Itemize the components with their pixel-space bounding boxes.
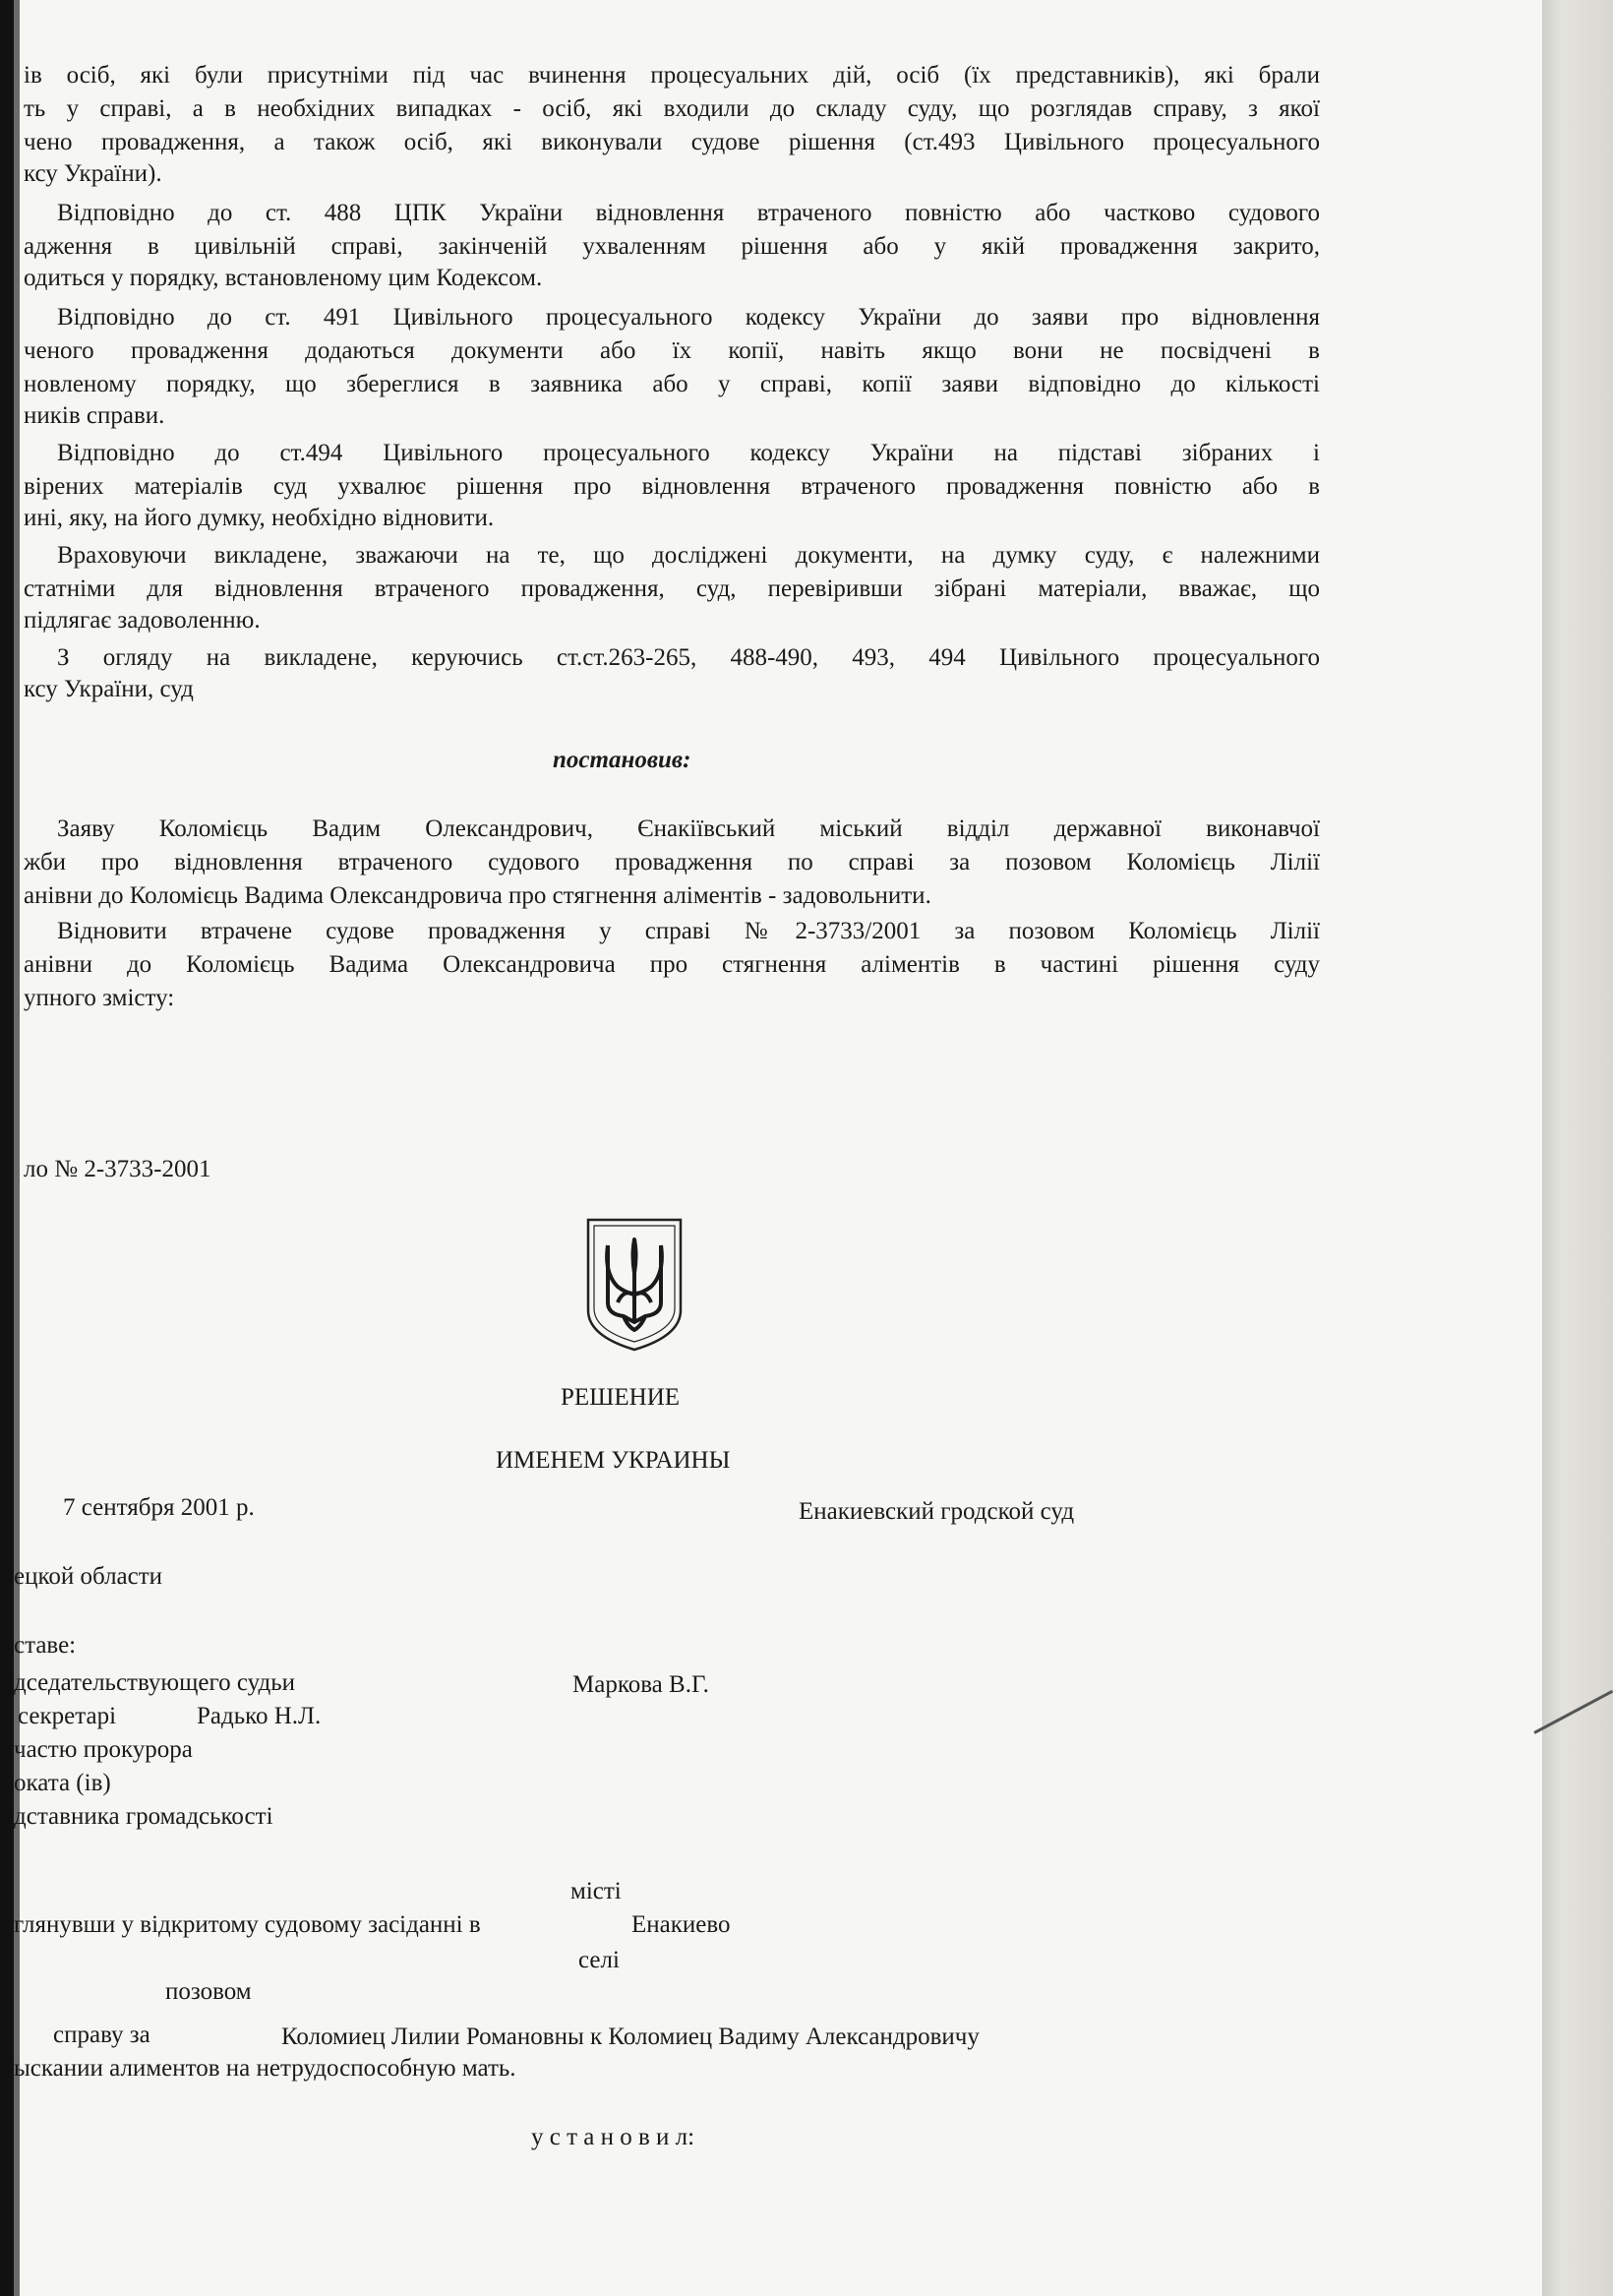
presiding-label: дседательствующего судьи bbox=[14, 1669, 296, 1696]
text-line: одиться у порядку, встановленому цим Кодексом. bbox=[24, 265, 543, 291]
case-subject: ыскании алиментов на нетрудоспособную мать. bbox=[14, 2055, 516, 2082]
text-line: ині, яку, на його думку, необхідно відновити. bbox=[24, 505, 495, 531]
option-seli: селі bbox=[578, 1947, 620, 1973]
text-line: ть у справі, а в необхідних випадках - осіб, які входили до складу суду, що розглядав справу, з якої bbox=[24, 95, 1320, 122]
underlying-page-edge bbox=[1542, 0, 1613, 2296]
option-misti: місті bbox=[570, 1878, 622, 1904]
city-name: Енакиево bbox=[631, 1911, 731, 1938]
text-line: упного змісту: bbox=[24, 985, 175, 1011]
text-line: ників справи. bbox=[24, 402, 165, 429]
text-line: анівни до Коломієць Вадима Олександровича про стягнення аліментів - задовольнити. bbox=[24, 882, 931, 909]
decision-date: 7 сентября 2001 р. bbox=[63, 1494, 255, 1521]
text-line: вірених матеріалів суд ухвалює рішення про відновлення втраченого провадження повністю або в bbox=[24, 473, 1320, 500]
text-line: З огляду на викладене, керуючись ст.ст.263-265, 488-490, 493, 494 Цивільного процесуального bbox=[57, 644, 1320, 671]
text-line: ксу України, суд bbox=[24, 676, 194, 702]
review-line: глянувши у відкритому судовому засіданні в bbox=[14, 1911, 481, 1938]
text-line: ченого провадження додаються документи або їх копії, навіть якщо вони не посвідчені в bbox=[24, 337, 1320, 364]
case-for-label: справу за bbox=[53, 2022, 150, 2048]
public-rep-label: дставника громадськості bbox=[14, 1803, 273, 1830]
text-line: жби про відновлення втраченого судового провадження по справі за позовом Коломієць Лілії bbox=[24, 849, 1320, 876]
presiding-name: Маркова В.Г. bbox=[572, 1671, 709, 1698]
trident-emblem-icon bbox=[584, 1216, 685, 1354]
text-line: Відповідно до ст.494 Цивільного процесуального кодексу України на підставі зібраних і bbox=[57, 440, 1320, 466]
text-line: Відповідно до ст. 491 Цивільного процесуального кодексу України до заяви про відновлення bbox=[57, 304, 1320, 331]
option-pozovom: позовом bbox=[165, 1978, 252, 2005]
composition-label: ставе: bbox=[14, 1632, 77, 1659]
text-line: анівни до Коломієць Вадима Олександровича про стягнення аліментів в частині рішення суду bbox=[24, 951, 1320, 978]
lawyer-label: оката (ів) bbox=[14, 1770, 111, 1796]
text-line: чено провадження, а також осіб, які виконували судове рішення (ст.493 Цивільного процесуального bbox=[24, 129, 1320, 155]
text-line: ксу України). bbox=[24, 160, 162, 187]
text-line: Заяву Коломієць Вадим Олександрович, Єнакіївський міський відділ державної виконавчої bbox=[57, 816, 1320, 842]
parties: Коломиец Лилии Романовны к Коломиец Вадиму Александровичу bbox=[281, 2024, 980, 2050]
resolution-heading: постановив: bbox=[553, 747, 691, 773]
binding-edge bbox=[0, 0, 14, 2296]
secretary-name: Радько Н.Л. bbox=[197, 1703, 322, 1729]
secretary-label: секретарі bbox=[18, 1703, 117, 1729]
text-line: Відповідно до ст. 488 ЦПК України відновлення втраченого повністю або частково судового bbox=[57, 200, 1320, 226]
prosecutor-label: частю прокурора bbox=[14, 1736, 193, 1763]
established-heading: у с т а н о в и л: bbox=[531, 2124, 695, 2150]
text-line: новленому порядку, що збереглися в заявника або у справі, копії заяви відповідно до кількості bbox=[24, 371, 1320, 397]
decision-subtitle: ИМЕНЕМ УКРАИНЫ bbox=[496, 1447, 731, 1474]
court-name: Енакиевский гродской суд bbox=[799, 1498, 1075, 1525]
region: ецкой области bbox=[14, 1563, 163, 1590]
case-number: ло № 2-3733-2001 bbox=[24, 1156, 211, 1182]
text-line: адження в цивільній справі, закінченій ухваленням рішення або у якій провадження закрито, bbox=[24, 233, 1320, 260]
text-line: підлягає задоволенню. bbox=[24, 607, 261, 634]
text-line: Враховуючи викладене, зважаючи на те, що досліджені документи, на думку суду, є належними bbox=[57, 542, 1320, 569]
text-line: ів осіб, які були присутніми під час вчинення процесуальних дій, осіб (їх представників), які брали bbox=[24, 62, 1320, 89]
decision-title: РЕШЕНИЕ bbox=[561, 1384, 681, 1411]
text-line: Відновити втрачене судове провадження у справі №2-3733/2001 за позовом Коломієць Лілії bbox=[57, 918, 1320, 944]
binding-shadow bbox=[14, 0, 20, 2296]
text-line: статніми для відновлення втраченого провадження, суд, перевіривши зібрані матеріали, вважає, що bbox=[24, 575, 1320, 602]
